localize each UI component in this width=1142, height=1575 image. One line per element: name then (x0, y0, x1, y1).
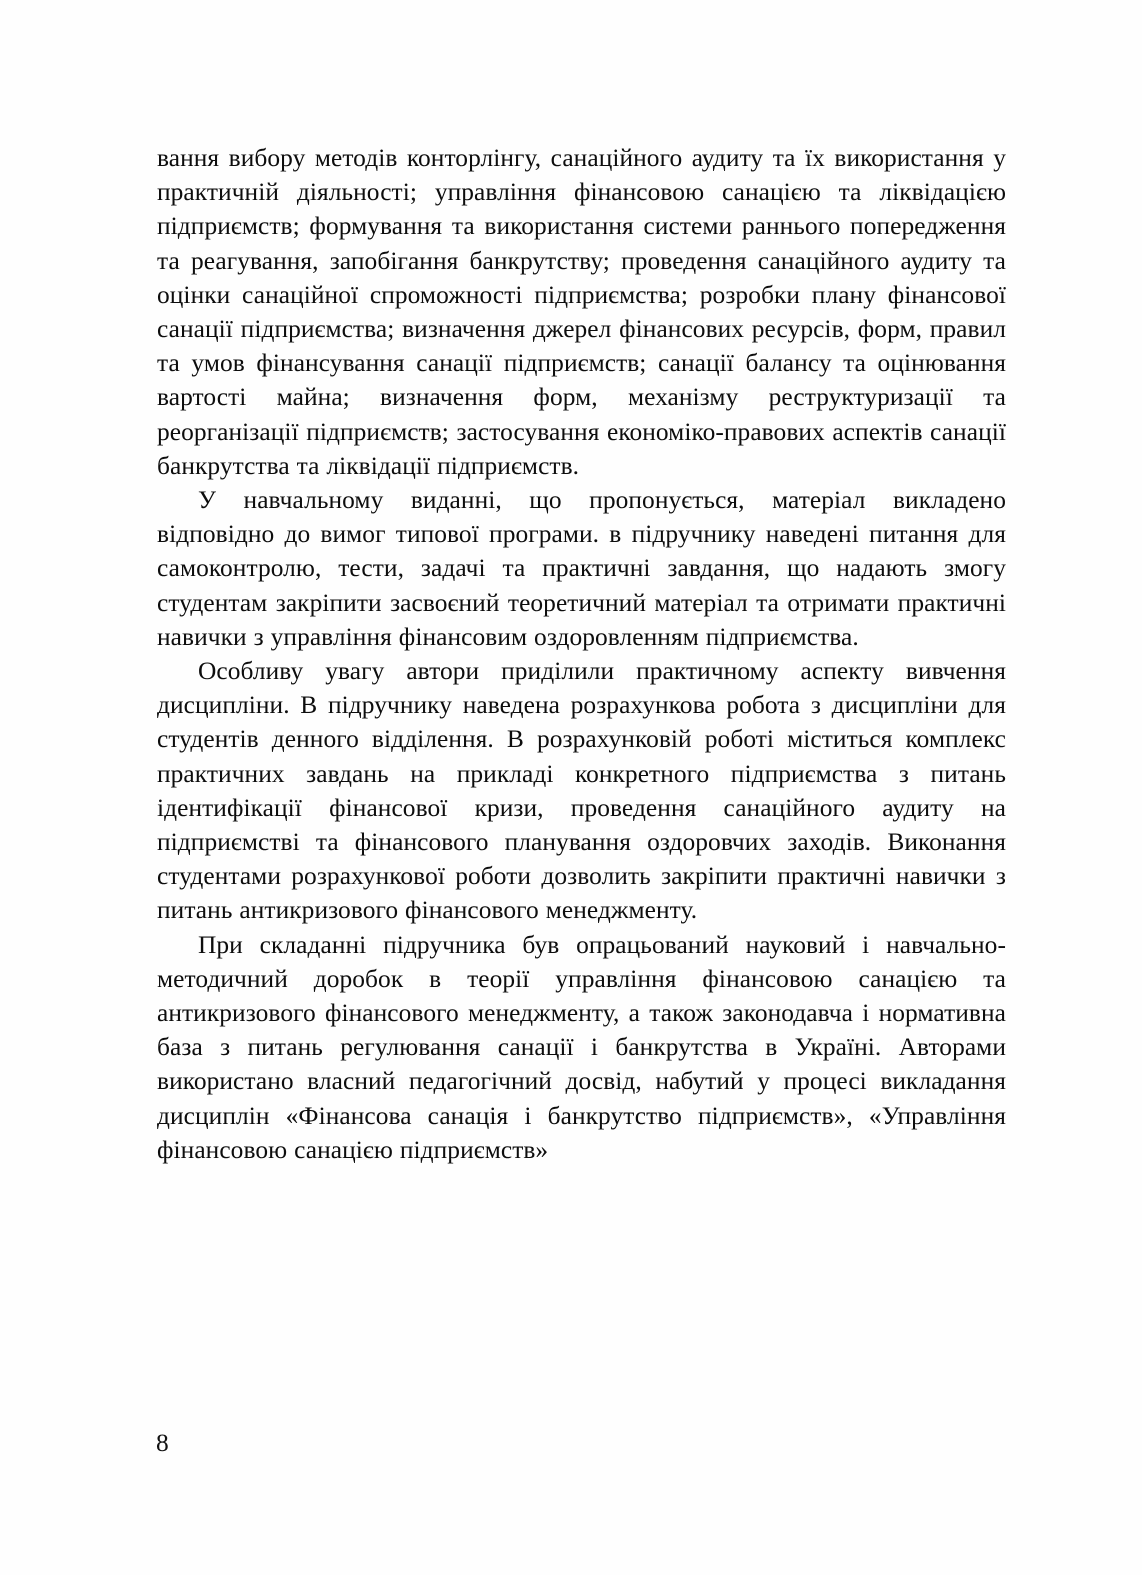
paragraph-navchalne-vydannia: У навчальному виданні, що пропонується, матеріал викладено відповідно до вимог типової програми. в підручнику наведені питання для самоконтролю, тести, задачі та практичні завдання, що надають змогу студентам закріпити засвоєний теоретичний матеріал та отримати практичні навички з управління фінансовим оздоровленням підприємства. (157, 486, 1006, 651)
paragraph-osoblyvu-uvahu: Особливу увагу автори приділили практичному аспекту вивчення дисципліни. В підручнику наведена розрахункова робота з дисципліни для студентів денного відділення. В розрахунковій роботі міститься комплекс практичних завдань на прикладі конкретного підприємства з питань ідентифікації фінансової кризи, проведення санаційного аудиту на підприємстві та фінансового планування оздоровчих заходів. Виконання студентами розрахункової роботи дозволить закріпити практичні навички з питань антикризового фінансового менеджменту. (157, 657, 1006, 925)
page-number: 8 (156, 1429, 169, 1457)
paragraph-pry-skladanni: При складанні підручника був опрацьований науковий і навчально-методичний доробок в теорії управління фінансовою санацією та антикризового фінансового менеджменту, а також законодавча і нормативна база з питань регулювання санації і банкрутства в Україні. Авторами використано власний педагогічний досвід, набутий у процесі викладання дисциплін «Фінансова санація і банкрутство підприємств», «Управління фінансовою санацією підприємств» (157, 930, 1006, 1164)
paragraph-continuation: вання вибору методів конторлінгу, санаційного аудиту та їх використання у практичній діяльності; управління фінансовою санацією та ліквідацією підприємств; формування та використання системи раннього попередження та реагування, запобігання банкрутству; проведення санаційного аудиту та оцінки санаційної спроможності підприємства; розробки плану фінансової санації підприємства; визначення джерел фінансових ресурсів, форм, правил та умов фінансування санації підприємств; санації балансу та оцінювання вартості майна; визначення форм, механізму реструктуризації та реорганізації підприємств; застосування економіко-правових аспектів санації банкрутства та ліквідації підприємств. (157, 144, 1006, 480)
body-text-column (157, 141, 1006, 1167)
